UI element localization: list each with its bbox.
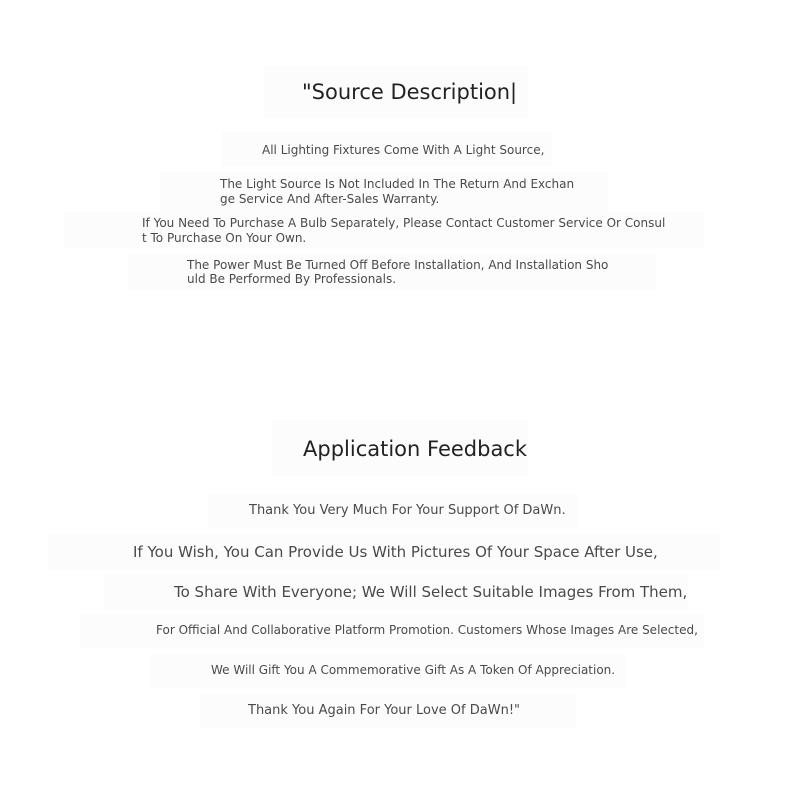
source-line-3b: t To Purchase On Your Own.: [142, 231, 307, 245]
source-line-1: All Lighting Fixtures Come With A Light Source,: [262, 143, 545, 157]
source-line-3a: If You Need To Purchase A Bulb Separately, Please Contact Customer Service Or Consul: [142, 216, 666, 230]
source-description-title: "Source Description|: [302, 80, 518, 104]
feedback-line-6: Thank You Again For Your Love Of DaWn!": [248, 703, 521, 718]
feedback-line-3: To Share With Everyone; We Will Select Suitable Images From Them,: [174, 583, 688, 601]
source-line-4b: uld Be Performed By Professionals.: [187, 272, 397, 286]
feedback-line-4: For Official And Collaborative Platform Promotion. Customers Whose Images Are Selected,: [156, 623, 698, 637]
source-line-4a: The Power Must Be Turned Off Before Installation, And Installation Sho: [187, 258, 609, 272]
application-feedback-title: Application Feedback: [303, 437, 528, 461]
feedback-line-2: If You Wish, You Can Provide Us With Pictures Of Your Space After Use,: [133, 543, 658, 561]
source-line-2b: ge Service And After-Sales Warranty.: [220, 192, 440, 206]
feedback-line-1: Thank You Very Much For Your Support Of DaWn.: [249, 503, 566, 518]
feedback-line-5: We Will Gift You A Commemorative Gift As A Token Of Appreciation.: [211, 663, 616, 677]
source-line-2a: The Light Source Is Not Included In The Return And Exchan: [220, 177, 575, 191]
